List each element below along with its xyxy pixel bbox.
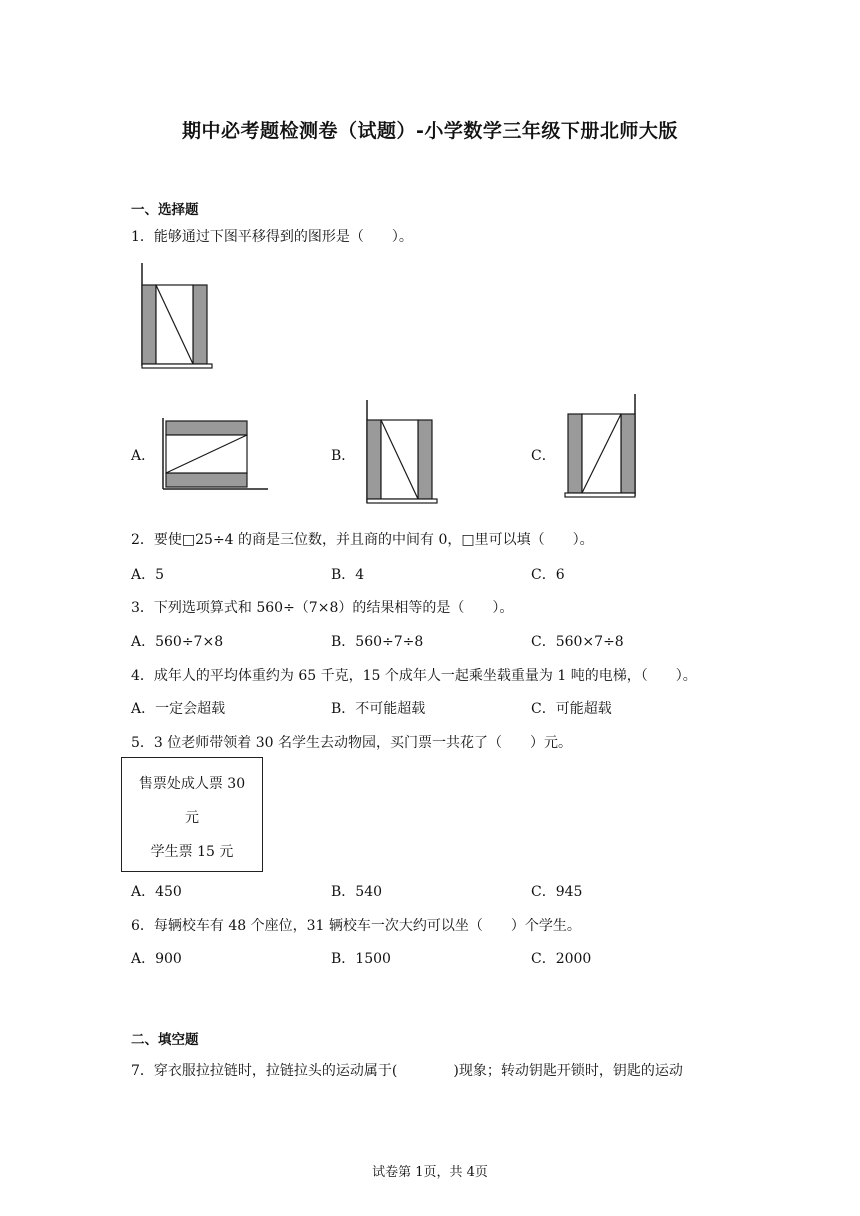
ticket-adult-price: 售票处成人票 30 [138, 776, 246, 792]
question-3-option-c: C．560×7÷8 [531, 634, 624, 650]
page-title: 期中必考题检测卷（试题）-小学数学三年级下册北师大版 [182, 120, 678, 142]
question-1-stem: 1．能够通过下图平移得到的图形是（ ）。 [131, 229, 413, 245]
question-6-stem: 6．每辆校车有 48 个座位，31 辆校车一次大约可以坐（ ）个学生。 [131, 918, 581, 934]
page-footer: 试卷第 1页，共 4页 [372, 1165, 488, 1180]
question-4-stem: 4．成年人的平均体重约为 65 千克，15 个成年人一起乘坐载重量为 1 吨的电梯，（ ）。 [131, 668, 697, 684]
question-1-option-a-label: A． [131, 448, 156, 464]
question-2-option-b: B．4 [331, 567, 365, 583]
question-6-option-c: C．2000 [531, 951, 592, 967]
question-1-option-c-label: C． [531, 448, 556, 464]
ticket-adult-unit: 元 [185, 810, 199, 826]
question-1-option-a-figure [160, 415, 272, 495]
ticket-student-price: 学生票 15 元 [150, 844, 234, 860]
question-5-option-c: C．945 [531, 884, 583, 900]
question-7-stem: 7．穿衣服拉拉链时，拉链拉头的运动属于( )现象；转动钥匙开锁时，钥匙的运动 [131, 1063, 683, 1079]
section-heading-choice: 一、选择题 [131, 202, 199, 218]
question-2-option-c: C．6 [531, 567, 565, 583]
question-5-option-a: A．450 [131, 884, 182, 900]
question-6-option-a: A．900 [131, 951, 182, 967]
question-3-stem: 3．下列选项算式和 560÷（7×8）的结果相等的是（ ）。 [131, 600, 514, 616]
question-2-option-a: A．5 [131, 567, 165, 583]
section-heading-fill-blank: 二、填空题 [131, 1032, 199, 1048]
question-1-option-c-figure [562, 392, 644, 502]
question-6-option-b: B．1500 [331, 951, 391, 967]
question-4-option-b: B．不可能超载 [331, 701, 426, 717]
question-1-option-b-figure [362, 397, 444, 507]
question-5-option-b: B．540 [331, 884, 383, 900]
question-4-option-c: C．可能超载 [531, 701, 612, 717]
question-1-reference-figure [135, 260, 217, 370]
question-4-option-a: A．一定会超载 [131, 701, 226, 717]
ticket-price-box [121, 757, 263, 872]
question-1-option-b-label: B． [331, 448, 356, 464]
question-5-stem: 5．3 位老师带领着 30 名学生去动物园，买门票一共花了（ ）元。 [131, 735, 572, 751]
question-3-option-b: B．560÷7÷8 [331, 634, 424, 650]
question-3-option-a: A．560÷7×8 [131, 634, 224, 650]
question-2-stem: 2．要使□25÷4 的商是三位数，并且商的中间有 0，□里可以填（ ）。 [131, 532, 594, 548]
